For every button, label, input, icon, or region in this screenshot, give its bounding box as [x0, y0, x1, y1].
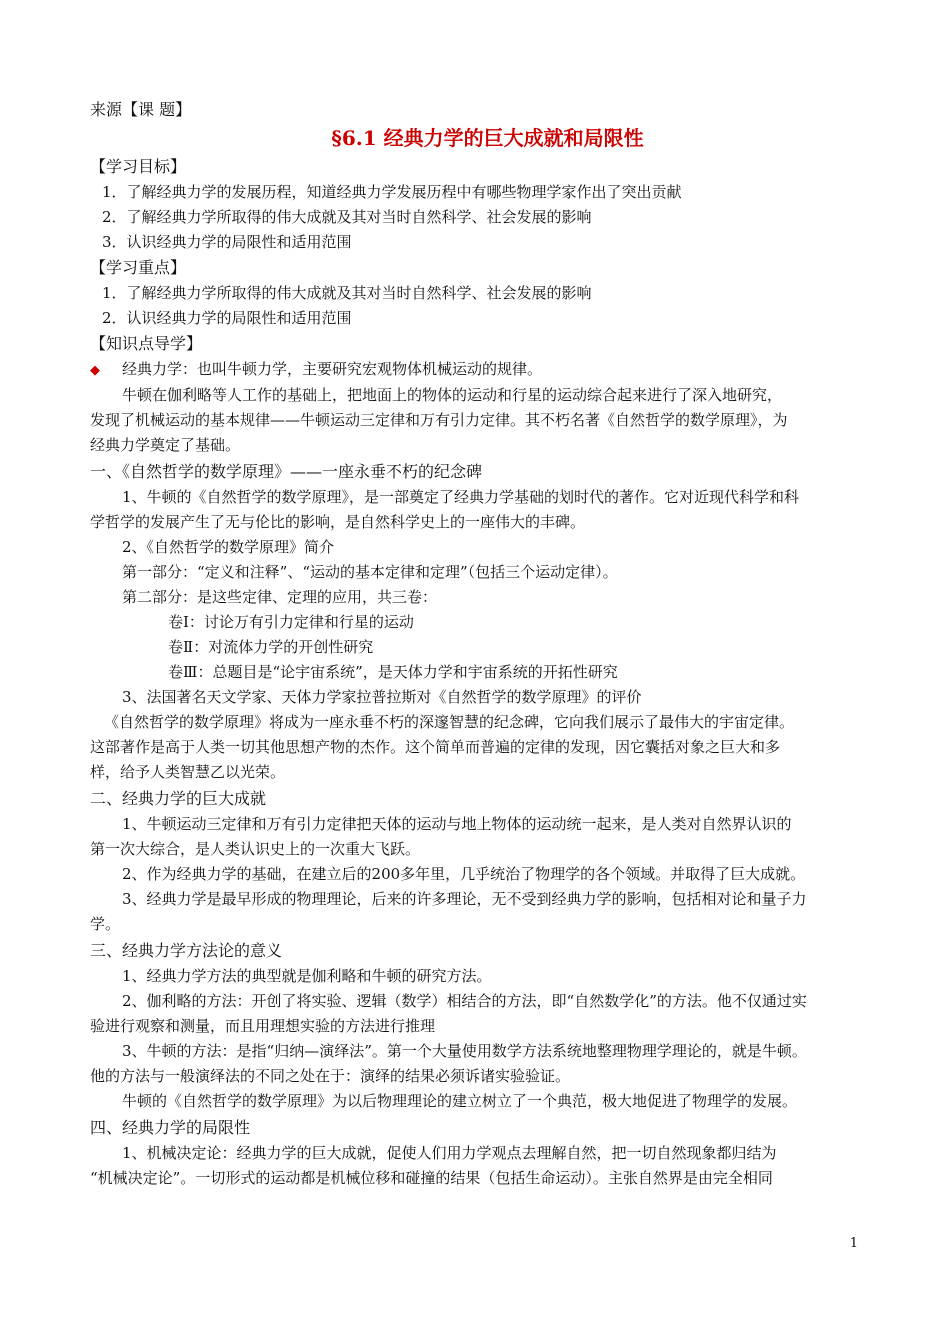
- paragraph-line: 1、机械决定论：经典力学的巨大成就，促使人们用力学观点去理解自然，把一切自然现象都归结为: [122, 1144, 777, 1162]
- paragraph-line: 3、牛顿的方法：是指“归纳—演绎法”。第一个大量使用数学方法系统地整理物理学理论的，就是牛顿。: [122, 1042, 807, 1060]
- paragraph-line: 牛顿在伽利略等人工作的基础上，把地面上的物体的运动和行星的运动综合起来进行了深入地研究，: [122, 386, 783, 404]
- paragraph-line: 经典力学奠定了基础。: [90, 436, 241, 454]
- paragraph-line: 第一次大综合，是人类认识史上的一次重大飞跃。: [90, 840, 421, 858]
- volume-line: 卷Ⅰ：讨论万有引力定律和行星的运动: [168, 613, 414, 631]
- paragraph-line: 3、经典力学是最早形成的物理理论，后来的许多理论，无不受到经典力学的影响，包括相对论和量子力: [122, 890, 807, 908]
- guide-heading: 【知识点导学】: [90, 334, 203, 353]
- paragraph-line: 发现了机械运动的基本规律——牛顿运动三定律和万有引力定律。其不朽名著《自然哲学的数学原理》，为: [90, 411, 788, 429]
- goal-item: 2．了解经典力学所取得的伟大成就及其对当时自然科学、社会发展的影响: [102, 208, 592, 226]
- goal-item: 3．认识经典力学的局限性和适用范围: [102, 233, 352, 251]
- quote-line: 样，给予人类智慧乙以光荣。: [90, 763, 286, 781]
- paragraph-line: 1、牛顿的《自然哲学的数学原理》，是一部奠定了经典力学基础的划时代的著作。它对近现代科学和科: [122, 488, 800, 506]
- source-label: 来源【课 题】: [90, 100, 192, 119]
- paragraph-line: 2、作为经典力学的基础，在建立后的200多年里，几乎统治了物理学的各个领域。并取得了巨大成就。: [122, 865, 806, 883]
- paragraph-line: 第二部分：是这些定律、定理的应用，共三卷：: [122, 588, 438, 606]
- paragraph-line: 第一部分：“定义和注释”、“运动的基本定律和定理”（包括三个运动定律）。: [122, 563, 618, 581]
- volume-line: 卷Ⅱ：对流体力学的开创性研究: [168, 638, 374, 656]
- definition-text: 经典力学：也叫牛顿力学，主要研究宏观物体机械运动的规律。: [122, 360, 543, 378]
- paragraph-line: 1、经典力学方法的典型就是伽利略和牛顿的研究方法。: [122, 967, 492, 985]
- paragraph-line: 学。: [90, 915, 121, 933]
- keypoint-item: 2．认识经典力学的局限性和适用范围: [102, 309, 352, 327]
- paragraph-line: “机械决定论”。一切形式的运动都是机械位移和碰撞的结果（包括生命运动）。主张自然界是由完全相同: [90, 1169, 773, 1187]
- section-heading: 四、经典力学的局限性: [90, 1118, 251, 1137]
- paragraph-line: 3、法国著名天文学家、天体力学家拉普拉斯对《自然哲学的数学原理》的评价: [122, 688, 642, 706]
- section-heading: 二、经典力学的巨大成就: [90, 789, 267, 808]
- paragraph-line: 2、《自然哲学的数学原理》简介: [122, 538, 335, 556]
- definition-line: [90, 357, 865, 383]
- document-page: [90, 96, 865, 1191]
- paragraph-line: 学哲学的发展产生了无与伦比的影响，是自然科学史上的一座伟大的丰碑。: [90, 513, 586, 531]
- quote-line: 这部著作是高于人类一切其他思想产物的杰作。这个简单而普遍的定律的发现，因它囊括对象之巨大和多: [90, 738, 781, 756]
- paragraph-line: 2、伽利略的方法：开创了将实验、逻辑（数学）相结合的方法，即“自然数学化”的方法。他不仅通过实: [122, 992, 807, 1010]
- goal-item: 1．了解经典力学的发展历程，知道经典力学发展历程中有哪些物理学家作出了突出贡献: [102, 183, 682, 201]
- keypoints-heading: 【学习重点】: [90, 258, 187, 277]
- section-heading: 一、《自然哲学的数学原理》——一座永垂不朽的纪念碑: [90, 462, 483, 481]
- paragraph-line: 牛顿的《自然哲学的数学原理》为以后物理理论的建立树立了一个典范，极大地促进了物理学的发展。: [122, 1092, 798, 1110]
- paragraph-line: 1、牛顿运动三定律和万有引力定律把天体的运动与地上物体的运动统一起来，是人类对自然界认识的: [122, 815, 792, 833]
- page-number: 1: [849, 1236, 858, 1251]
- paragraph-line: 他的方法与一般演绎法的不同之处在于：演绎的结果必须诉诸实验验证。: [90, 1067, 571, 1085]
- quote-line: 《自然哲学的数学原理》将成为一座永垂不朽的深邃智慧的纪念碑，它向我们展示了最伟大的宇宙定律。: [104, 713, 795, 731]
- diamond-bullet-icon: ◆: [90, 363, 100, 378]
- keypoint-item: 1．了解经典力学所取得的伟大成就及其对当时自然科学、社会发展的影响: [102, 284, 592, 302]
- section-heading: 三、经典力学方法论的意义: [90, 941, 283, 960]
- goals-heading: 【学习目标】: [90, 157, 187, 176]
- volume-line: 卷Ⅲ：总题目是“论宇宙系统”，是天体力学和宇宙系统的开拓性研究: [168, 663, 618, 681]
- paragraph-line: 验进行观察和测量，而且用理想实验的方法进行推理: [90, 1017, 436, 1035]
- page-title: §6.1 经典力学的巨大成就和局限性: [331, 126, 644, 150]
